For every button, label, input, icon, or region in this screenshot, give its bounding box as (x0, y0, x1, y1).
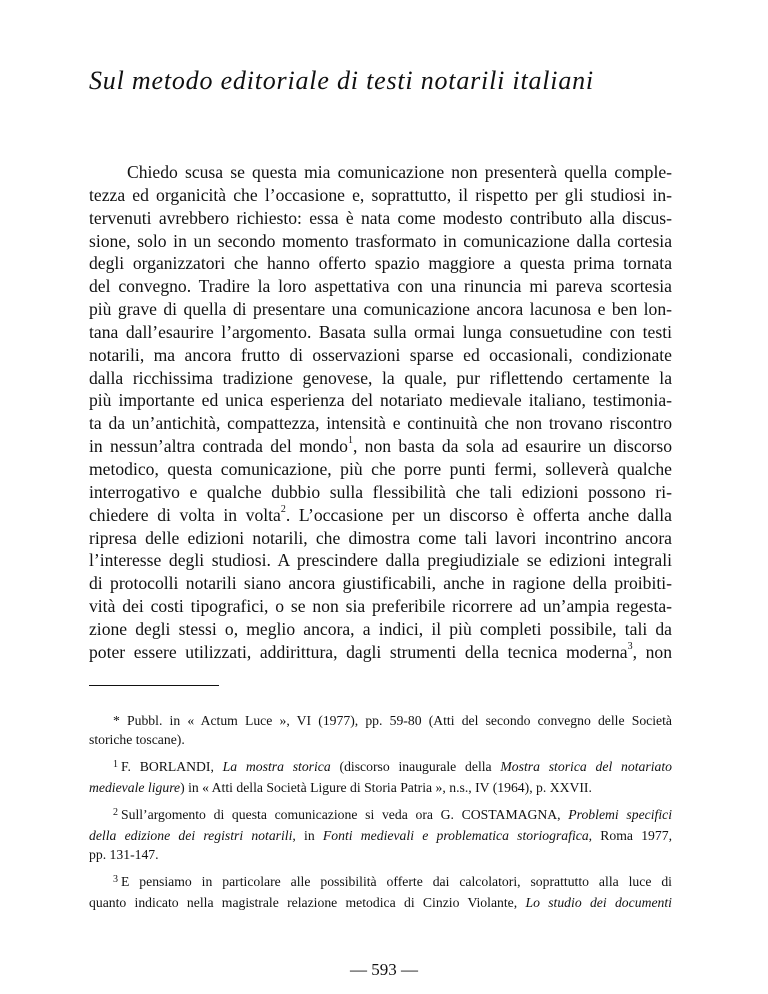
chapter-title: Sul metodo editoriale di testi notarili italiani (89, 66, 594, 95)
text-line: più grave di quella di presentare una comunicazione ancora lacunosa e ben lon- (89, 299, 672, 320)
text-segment: poter essere utilizzati, addirittura, dagli strumenti della tecnica moderna (89, 641, 628, 662)
text-line: tervenuti avrebbero richiesto: essa è nata come modesto contributo alla discus- (89, 207, 672, 228)
text-line: degli organizzatori che hanno offerto spazio maggiore a questa prima tornata (89, 253, 672, 274)
work-title: medievale ligure (89, 779, 181, 795)
footnote-text: quanto indicato nella magistrale relazione metodica di Cinzio Violante, (89, 894, 526, 910)
text-line (89, 435, 672, 458)
text-line: Chiedo scusa se questa mia comunicazione non presenterà quella comple- (127, 162, 672, 182)
text-line: più importante ed unica esperienza del notariato medievale italiano, testimonia- (89, 390, 672, 411)
footnote-3 (89, 873, 672, 912)
footnote-line (89, 894, 672, 913)
footnote-marker: 2 (113, 807, 118, 819)
text-line: l’interesse degli studiosi. A prescindere dalla pregiudiziale se edizioni integrali (89, 550, 672, 571)
text-line: tana dall’esaurire l’argomento. Basata sulla ormai lunga consuetudine con testi (89, 321, 672, 342)
text-line: dalla ricchissima tradizione genovese, la quale, pur riflettendo certamente la (89, 367, 672, 388)
footnote-line: pp. 131-147. (89, 846, 159, 862)
footnote-text: ) in « Atti della Società Ligure di Storia Patria », n.s., IV (1964), p. XXVII. (180, 779, 592, 795)
footnote-line (89, 873, 672, 894)
text-line: vità dei costi tipografici, o se non sia preferibile ricorrere ad un’ampia regesta- (89, 596, 672, 617)
text-segment: . L’occasione per un discorso è offerta anche dalla (285, 504, 672, 525)
text-line: ripresa delle edizioni notarili, che dimostra come tali lavori incontrino ancora (89, 527, 672, 548)
text-line: ta da un’antichità, compattezza, intensità e continuità che non trovano riscontro (89, 413, 672, 434)
text-line: zione degli stessi o, meglio ancora, a indici, il più completi possibile, tali da (89, 618, 672, 639)
footnote-ref-3[interactable]: 3 (627, 640, 633, 652)
work-title: Problemi specifici (568, 807, 673, 823)
footnote-line (89, 712, 672, 731)
footnote-line (89, 779, 672, 798)
text-segment: in nessun’altra contrada del mondo (89, 436, 348, 457)
footnote-star (89, 712, 672, 749)
text-segment: chiedere di volta in volta (89, 504, 281, 525)
footnote-line (89, 827, 672, 846)
work-title: Mostra storica del notariato (500, 759, 672, 775)
work-title: Lo studio dei documenti (525, 894, 672, 910)
author-surname: ORLANDI (148, 759, 211, 775)
work-title: Fonti medievali e problematica storiografica (322, 827, 589, 843)
text-line: del convegno. Tradire la loro aspettativa con una rinuncia mi pareva scortesia (89, 276, 672, 297)
author-surname: OSTAMAGNA (470, 807, 558, 823)
text-segment: , non (632, 641, 672, 662)
text-line: tezza ed organicità che l’occasione e, soprattutto, il rispetto per gli studiosi in- (89, 184, 672, 205)
footnote-1 (89, 758, 672, 797)
footnote-marker: * (113, 713, 120, 728)
footnote-text: , Roma 1977, (588, 827, 673, 843)
work-title: della edizione dei registri notarili (89, 827, 293, 843)
text-line (89, 641, 672, 664)
footnote-text: Pubbl. in « Actum Luce », VI (1977), pp. 59-80 (Atti del secondo convegno delle Società (127, 713, 672, 728)
footnote-text: (discorso inaugurale della (330, 759, 501, 775)
footnote-text: , in (292, 827, 323, 843)
text-segment: , non basta da sola ad esaurire un discorso (352, 436, 673, 457)
text-line: metodico, questa comunicazione, più che porre punti fermi, solleverà qualche (89, 458, 672, 479)
footnotes (89, 712, 672, 921)
footnote-marker: 3 (113, 874, 118, 886)
footnote-marker: 1 (113, 759, 118, 771)
separator: , (210, 759, 223, 775)
footnote-text: E pensiamo in particolare alle possibilità offerte dai calcolatori, soprattutto alla luce di (121, 874, 672, 890)
footnote-ref-1[interactable]: 1 (347, 435, 353, 447)
footnote-line: storiche toscane). (89, 731, 185, 747)
work-title: La mostra storica (222, 759, 331, 775)
text-line: notarili, ma ancora frutto di osservazioni sparse ed occasionali, condizionate (89, 344, 672, 365)
body-paragraph (89, 161, 672, 664)
footnote-ref-2[interactable]: 2 (280, 503, 286, 515)
text-line (89, 504, 672, 527)
text-line: di protocolli notarili siano ancora giustificabili, anche in ragione della proibiti- (89, 573, 672, 594)
author-initial: F. B (121, 759, 149, 775)
text-line: sione, solo in un secondo momento trasformato in comunicazione dalla cortesia (89, 230, 672, 251)
footnote-text: Sull’argomento di questa comunicazione si veda ora G. C (121, 807, 471, 823)
text-line: interrogativo e qualche dubbio sulla flessibilità che tali edizioni possono ri- (89, 481, 672, 502)
footnote-2 (89, 806, 672, 864)
footnote-line (89, 758, 672, 779)
page-number: — 593 — (350, 960, 418, 979)
footnote-divider (89, 685, 219, 686)
separator: , (557, 807, 569, 823)
footnote-line (89, 806, 672, 827)
